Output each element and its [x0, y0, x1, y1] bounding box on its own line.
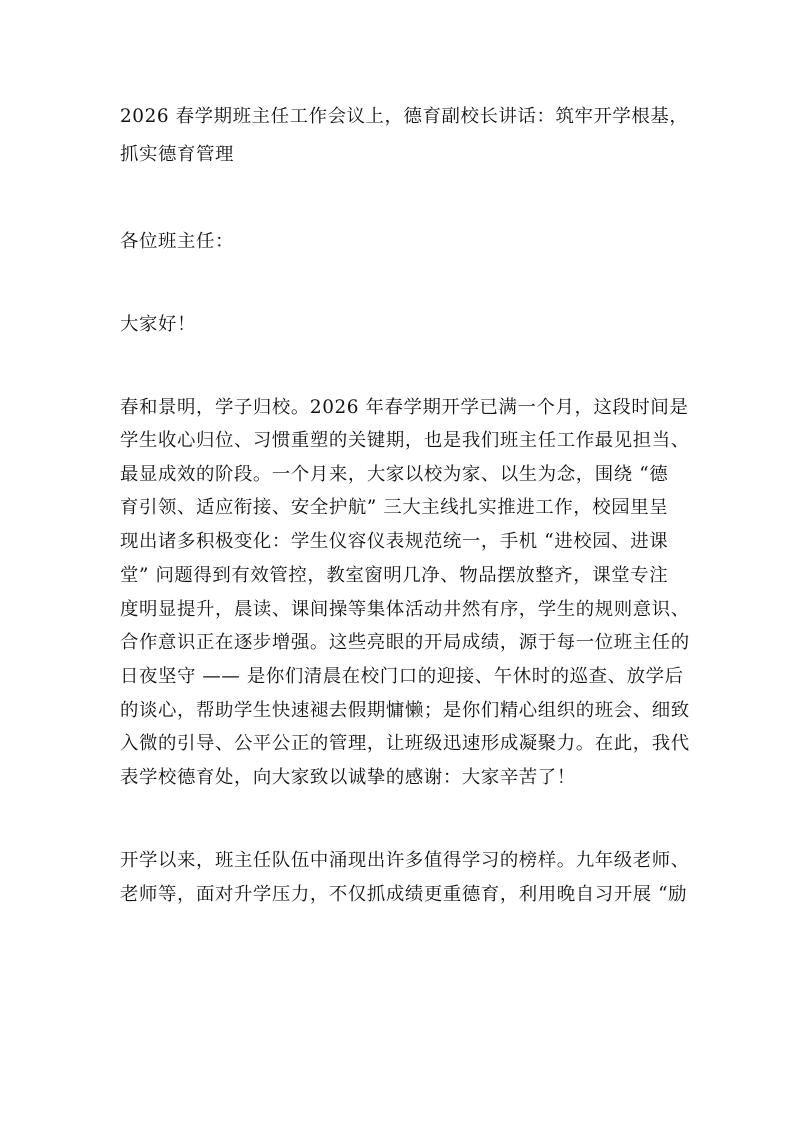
- document-title-line-2: 抓实德育管理: [120, 144, 234, 165]
- paragraph-line: 春和景明，学子归校。2026 年春学期开学已满一个月，这段时间是: [120, 397, 689, 418]
- paragraph-line: 学生收心归位、习惯重塑的关键期，也是我们班主任工作最见担当、: [120, 430, 690, 451]
- paragraph-line: 最显成效的阶段。一个月来，大家以校为家、以生为念，围绕 “德: [120, 464, 669, 485]
- paragraph-line: 现出诸多积极变化：学生仪容仪表规范统一，手机 “进校园、进课: [120, 531, 669, 552]
- paragraph-line: 度明显提升，晨读、课间操等集体活动井然有序，学生的规则意识、: [120, 599, 690, 620]
- salutation: 各位班主任：: [120, 231, 234, 252]
- paragraph-line: 日夜坚守 —— 是你们清晨在校门口的迎接、午休时的巡查、放学后: [120, 666, 684, 687]
- paragraph-line: 的谈心，帮助学生快速褪去假期慵懒；是你们精心组织的班会、细致: [120, 700, 690, 721]
- greeting: 大家好！: [120, 314, 196, 335]
- paragraph-line: 表学校德育处，向大家致以诚挚的感谢：大家辛苦了！: [120, 767, 576, 788]
- paragraph-line: 合作意识正在逐步增强。这些亮眼的开局成绩，源于每一位班主任的: [120, 632, 690, 653]
- paragraph-line: 堂” 问题得到有效管控，教室窗明几净、物品摆放整齐，课堂专注: [120, 565, 669, 586]
- paragraph-line: 育引领、适应衔接、安全护航” 三大主线扎实推进工作，校园里呈: [120, 497, 669, 518]
- paragraph-line: 开学以来，班主任队伍中涌现出许多值得学习的榜样。九年级老师、: [120, 850, 690, 871]
- paragraph-line: 老师等，面对升学压力，不仅抓成绩更重德育，利用晚自习开展 “励: [120, 884, 688, 905]
- paragraph-line: 入微的引导、公平公正的管理，让班级迅速形成凝聚力。在此，我代: [120, 733, 690, 754]
- document-title-line-1: 2026 春学期班主任工作会议上，德育副校长讲话：筑牢开学根基，: [120, 106, 689, 127]
